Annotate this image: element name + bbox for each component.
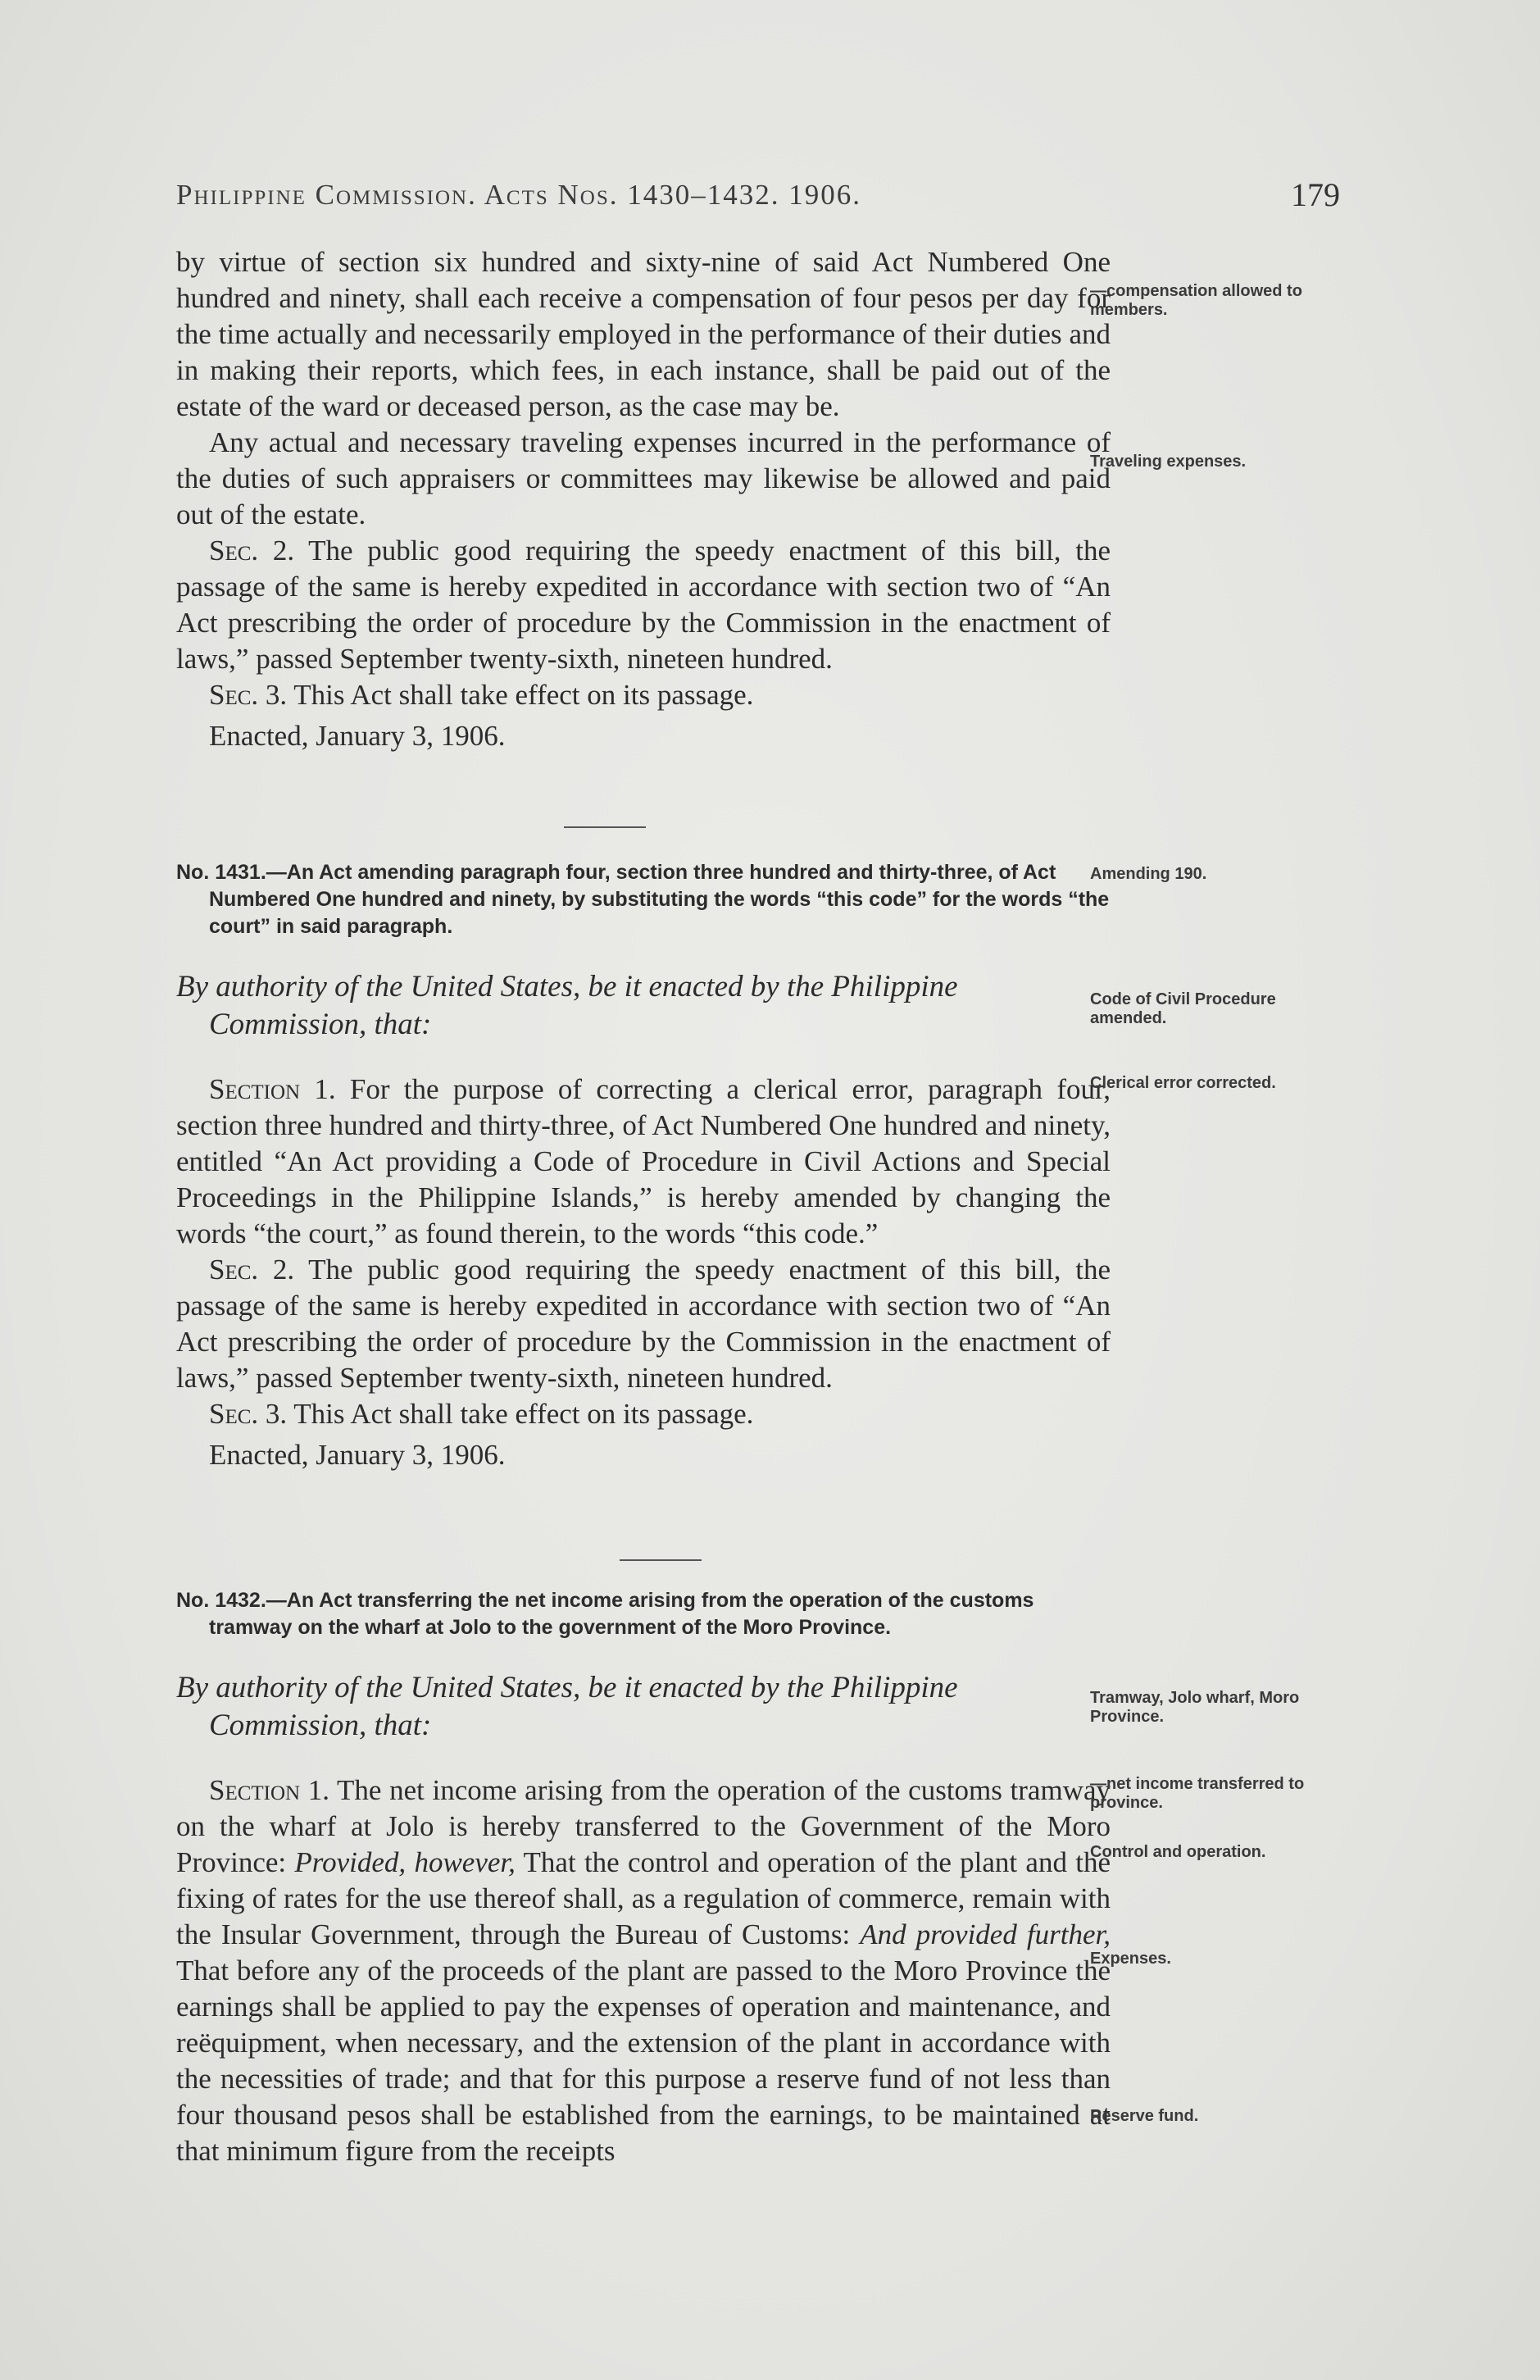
section-divider [620,1559,702,1561]
section-text: That before any of the proceeds of the plant are passed to the Moro Province the earnings shall be applied to pay the expenses of operation and maintenance, and reëquipment, when necessary, and the extension of the plant in accordance with the necessities of trade; and that for this purpose a reserve fund of not less than four thousand pesos shall be established from the earnings, to be maintained at that minimum figure from the receipts [176,1955,1111,2167]
running-head: Philippine Commission. Acts Nos. 1430–1432. 1906. [176,179,862,211]
paragraph-traveling-expenses: Any actual and necessary traveling expenses incurred in the performance of the duties of such appraisers or committees may likewise be allowed and paid out of the estate. [176,426,1111,530]
section-divider [564,826,646,828]
section-label: Sec. 3. [209,679,288,711]
paragraph-section-2 [176,533,1111,677]
section-label: Sec. 3. [209,1398,288,1430]
act-1431-section-2 [176,1252,1111,1396]
section-text: This Act shall take effect on its passage. [287,679,754,711]
act-1431-section-1 [176,1072,1111,1252]
margin-note-reserve-fund: Reserve fund. [1090,2107,1199,2125]
margin-note-net-income: —net income transferred to province. [1090,1775,1305,1812]
margin-note-expenses: Expenses. [1090,1950,1171,1968]
act-1432-enacting-clause: By authority of the United States, be it enacted by the Philippine Commission, that: [176,1671,958,1742]
margin-note-amending: Amending 190. [1090,865,1207,883]
section-text: That the control and operation of the plant and the fixing of rates for the use thereof shall, as a regulation of commerce, remain with the Insular Government, through the Bureau of Customs: [176,1846,1111,1950]
act-1432 [176,1587,1111,2169]
margin-note-tramway: Tramway, Jolo wharf, Moro Province. [1090,1689,1300,1726]
proviso-text: And provided further, [860,1918,1111,1950]
section-text: For the purpose of correcting a clerical error, paragraph four, section three hundred and thirty-three, of Act Numbered One hundred and ninety, entitled “An Act providing a Code of Procedure in Civil Actions and Special Proceedings in the Philippine Islands,” is hereby amended by changing the words “the court,” as found therein, to the words “this code.” [176,1073,1111,1249]
act-1431 [176,859,1111,1473]
section-text: The public good requiring the speedy enactment of this bill, the passage of the same is hereby expedited in accordance with section two of “An Act prescribing the order of procedure by the Commission in the enactment of laws,” passed September twenty-sixth, nineteen hundred. [176,1254,1111,1394]
margin-note-code-amended: Code of Civil Procedure amended. [1090,990,1276,1027]
enacted-date: Enacted, January 3, 1906. [209,1439,506,1471]
margin-note-clerical-error: Clerical error corrected. [1090,1074,1276,1092]
act-1432-title: No. 1432.—An Act transferring the net income arising from the operation of the customs tramway on the wharf at Jolo to the government of the Moro Province. [176,1589,1034,1639]
act-1431-enacting-clause: By authority of the United States, be it enacted by the Philippine Commission, that: [176,970,958,1041]
section-text: The public good requiring the speedy enactment of this bill, the passage of the same is hereby expedited in accordance with section two of “An Act prescribing the order of procedure by the Commission in the enactment of laws,” passed September twenty-sixth, nineteen hundred. [176,535,1111,675]
section-text: This Act shall take effect on its passage. [287,1398,754,1430]
page-header [176,176,1340,220]
act-1432-section-1 [176,1772,1111,2169]
act-1430-continuation [176,244,1111,754]
proviso-text: Provided, however, [294,1846,516,1878]
section-label: Section 1. [209,1774,330,1806]
paragraph-compensation: by virtue of section six hundred and sixty-nine of said Act Numbered One hundred and ninety, shall each receive a compensation of four pesos per day for the time actually and necessarily employed in the performance of their duties and in making their reports, which fees, in each instance, shall be paid out of the estate of the ward or deceased person, as the case may be. [176,246,1111,422]
page-number: 179 [1291,176,1340,213]
margin-note-control: Control and operation. [1090,1843,1266,1861]
enacted-date: Enacted, January 3, 1906. [209,720,506,752]
act-1431-title: No. 1431.—An Act amending paragraph four, section three hundred and thirty-three, of Act Numbered One hundred and ninety, by substituting the words “this code” for the words “the court” in said paragraph. [176,861,1110,938]
act-1431-section-3 [176,1396,1111,1432]
section-label: Sec. 2. [209,535,295,567]
section-label: Sec. 2. [209,1254,295,1286]
paragraph-section-3 [176,677,1111,713]
section-label: Section 1. [209,1073,336,1105]
margin-note-compensation: —compensation allowed to members. [1090,282,1302,319]
section-text: The net income arising from the operation of the customs tramway on the wharf at Jolo is hereby transferred to the Government of the Moro Province: [176,1774,1111,1878]
margin-note-traveling: Traveling expenses. [1090,453,1247,471]
